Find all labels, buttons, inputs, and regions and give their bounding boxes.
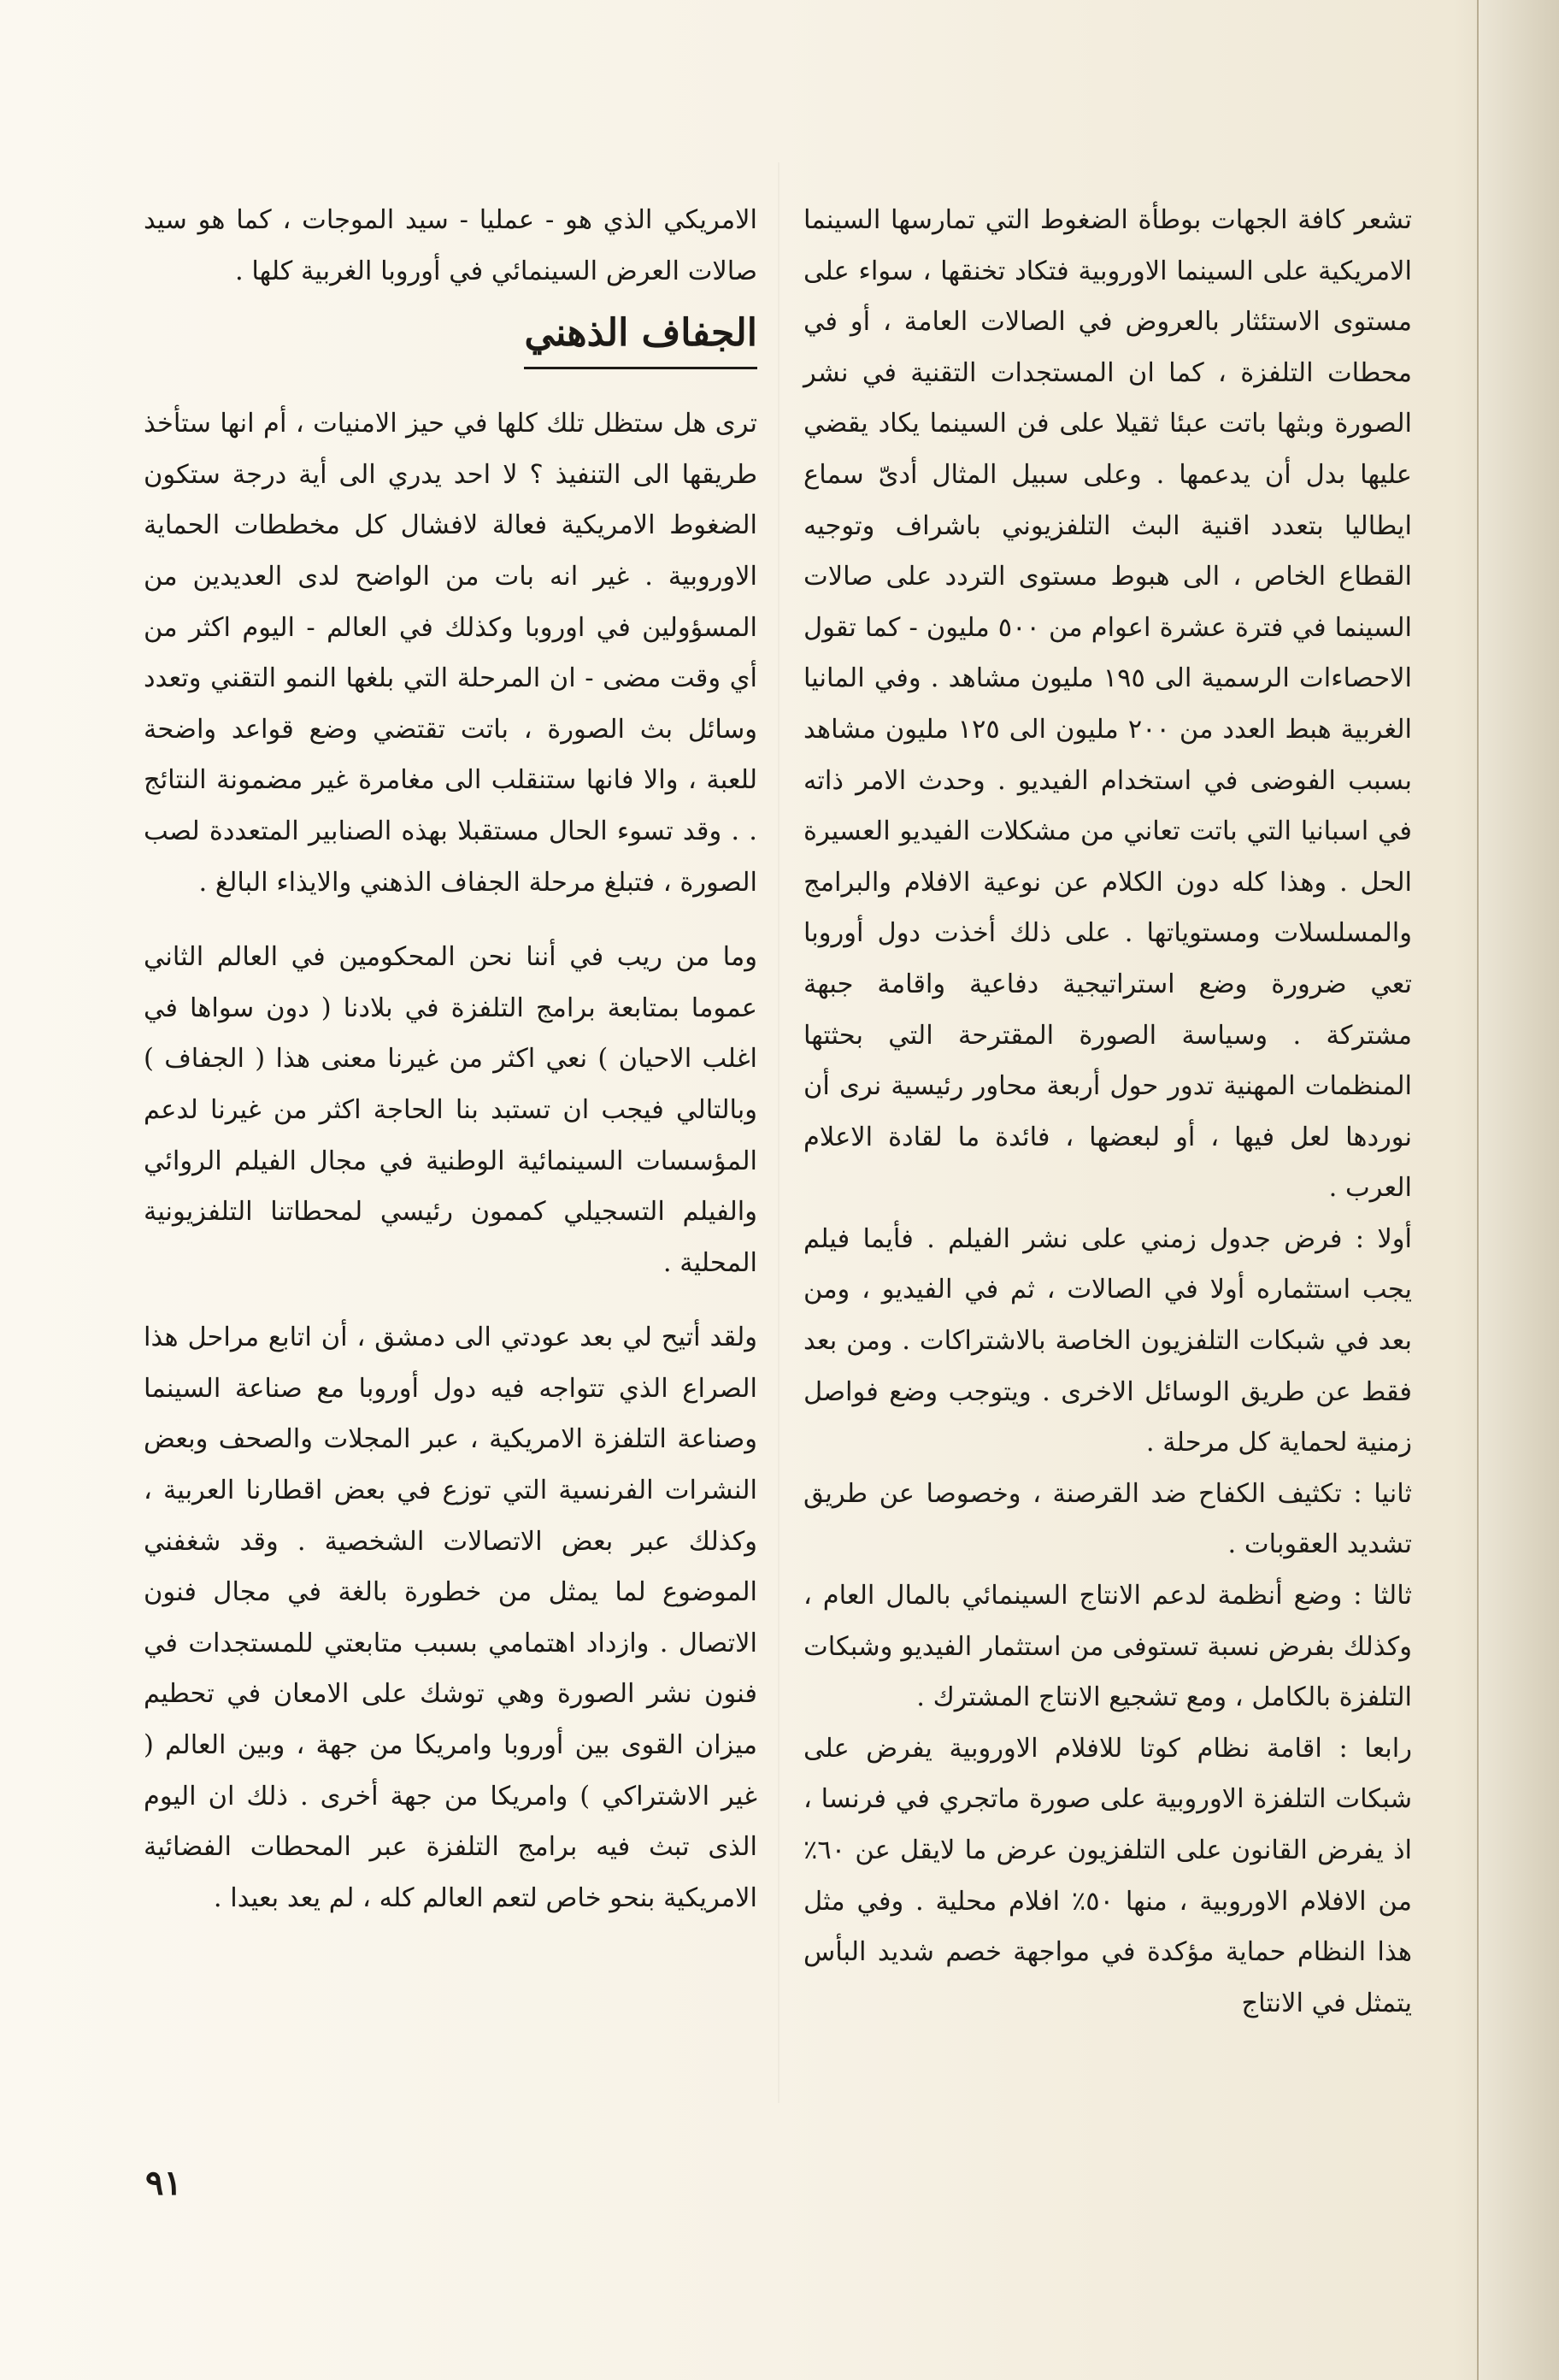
- intro-paragraph: تشعر كافة الجهات بوطأة الضغوط التي تمارسها السينما الامريكية على السينما الاوروبية فتكاد تخنقها ، سواء على مستوى الاستئثار بالعروض في الصالات العامة ، أو في محطات التلفزة ، كما ان المستجدات التقنية في نشر الصورة وبثها باتت عبئا ثقيلا على فن السينما يكاد يقضي عليها بدل أن يدعمها . وعلى سبيل المثال أدىّ سماع ايطاليا بتعدد اقنية البث التلفزيوني باشراف وتوجيه القطاع الخاص ، الى هبوط مستوى التردد على صالات السينما في فترة عشرة اعوام من ٥٠٠ مليون - كما تقول الاحصاءات الرسمية الى ١٩٥ مليون مشاهد . وفي المانيا الغربية هبط العدد من ٢٠٠ مليون الى ١٢٥ مليون مشاهد بسبب الفوضى في استخدام الفيديو . وحدث الامر ذاته في اسبانيا التي باتت تعاني من مشكلات الفيديو العسيرة الحل . وهذا كله دون الكلام عن نوعية الافلام والبرامج والمسلسلات ومستوياتها . على ذلك أخذت دول أوروبا تعي ضرورة وضع استراتيجية دفاعية واقامة جبهة مشتركة . وسياسة الصورة المقترحة التي بحثتها المنظمات المهنية تدور حول أربعة محاور رئيسية نرى أن نوردها لعل فيها ، أو لبعضها ، فائدة ما لقادة الاعلام العرب .: [803, 205, 1412, 1204]
- page-number: ٩١: [145, 2163, 182, 2203]
- continuation-paragraph: الامريكي الذي هو - عمليا - سيد الموجات ، كما هو سيد صالات العرض السينمائي في أوروبا الغربية كلها .: [144, 205, 757, 286]
- column-gutter: [778, 162, 780, 2103]
- list-item-point-3: ثالثا : وضع أنظمة لدعم الانتاج السينمائي بالمال العام ، وكذلك بفرض نسبة تستوفى من استثمار الفيديو وشبكات التلفزة بالكامل ، ومع تشجيع الانتاج المشترك .: [803, 1581, 1412, 1713]
- body-paragraph-3: ولقد أتيح لي بعد عودتي الى دمشق ، أن اتابع مراحل هذا الصراع الذي تتواجه فيه دول أوروبا مع صناعة السينما وصناعة التلفزة الامريكية ، عبر المجلات والصحف وبعض النشرات الفرنسية التي توزع في بعض اقطارنا العربية ، وكذلك عبر بعض الاتصالات الشخصية . وقد شغفني الموضوع لما يمثل من خطورة بالغة في مجال فنون الاتصال . وازداد اهتمامي بسبب متابعتي للمستجدات في فنون نشر الصورة وهي توشك على الامعان في تحطيم ميزان القوى بين أوروبا وامريكا من جهة ، وبين العالم ( غير الاشتراكي ) وامريكا من جهة أخرى . ذلك ان اليوم الذى تبث فيه برامج التلفزة عبر المحطات الفضائية الامريكية بنحو خاص لتعم العالم كله ، لم يعد بعيدا .: [144, 1323, 757, 1913]
- list-item-point-2: ثانيا : تكثيف الكفاح ضد القرصنة ، وخصوصا عن طريق تشديد العقوبات .: [803, 1478, 1412, 1560]
- list-item-point-1: أولا : فرض جدول زمني على نشر الفيلم . فأيما فيلم يجب استثماره أولا في الصالات ، ثم في الفيديو ، ومن بعد في شبكات التلفزيون الخاصة بالاشتراكات . ومن بعد فقط عن طريق الوسائل الاخرى . ويتوجب وضع فواصل زمنية لحماية كل مرحلة .: [803, 1223, 1412, 1458]
- body-paragraph-2: وما من ريب في أننا نحن المحكومين في العالم الثاني عموما بمتابعة برامج التلفزة في بلادنا ( دون سواها في اغلب الاحيان ) نعي اكثر من غيرنا معنى هذا ( الجفاف ) وبالتالي فيجب ان تستبد بنا الحاجة اكثر من غيرنا لدعم المؤسسات السينمائية الوطنية في مجال الفيلم الروائي والفيلم التسجيلي كممون رئيسي لمحطاتنا التلفزيونية المحلية .: [144, 942, 757, 1278]
- facing-page-edge: [1477, 0, 1559, 2380]
- section-heading: [144, 307, 757, 369]
- body-paragraph-1: ترى هل ستظل تلك كلها في حيز الامنيات ، أم انها ستأخذ طريقها الى التنفيذ ؟ لا احد يدري الى أية درجة ستكون الضغوط الامريكية فعالة لافشال كل مخططات الحماية الاوروبية . غير انه بات من الواضح لدى العديدين من المسؤولين في اوروبا وكذلك في العالم - اليوم اكثر من أي وقت مضى - ان المرحلة التي بلغها النمو التقني وتعدد وسائل بث الصورة ، باتت تقتضي وضع قواعد واضحة للعبة ، والا فانها ستنقلب الى مغامرة غير مضمونة النتائج . . وقد تسوء الحال مستقبلا بهذه الصنابير المتعددة لصب الصورة ، فتبلغ مرحلة الجفاف الذهني والايذاء البالغ .: [144, 409, 757, 898]
- left-column: [144, 195, 757, 1923]
- right-column: [803, 195, 1412, 2029]
- section-heading-text: الجفاف الذهني: [524, 307, 757, 369]
- list-item-point-4: رابعا : اقامة نظام كوتا للافلام الاوروبية يفرض على شبكات التلفزة الاوروبية على صورة ماتجري في فرنسا ، اذ يفرض القانون على التلفزيون عرض ما لايقل عن ٦٠٪ من الافلام الاوروبية ، منها ٥٠٪ افلام محلية . وفي مثل هذا النظام حماية مؤكدة في مواجهة خصم شديد البأس يتمثل في الانتاج: [803, 1733, 1412, 2018]
